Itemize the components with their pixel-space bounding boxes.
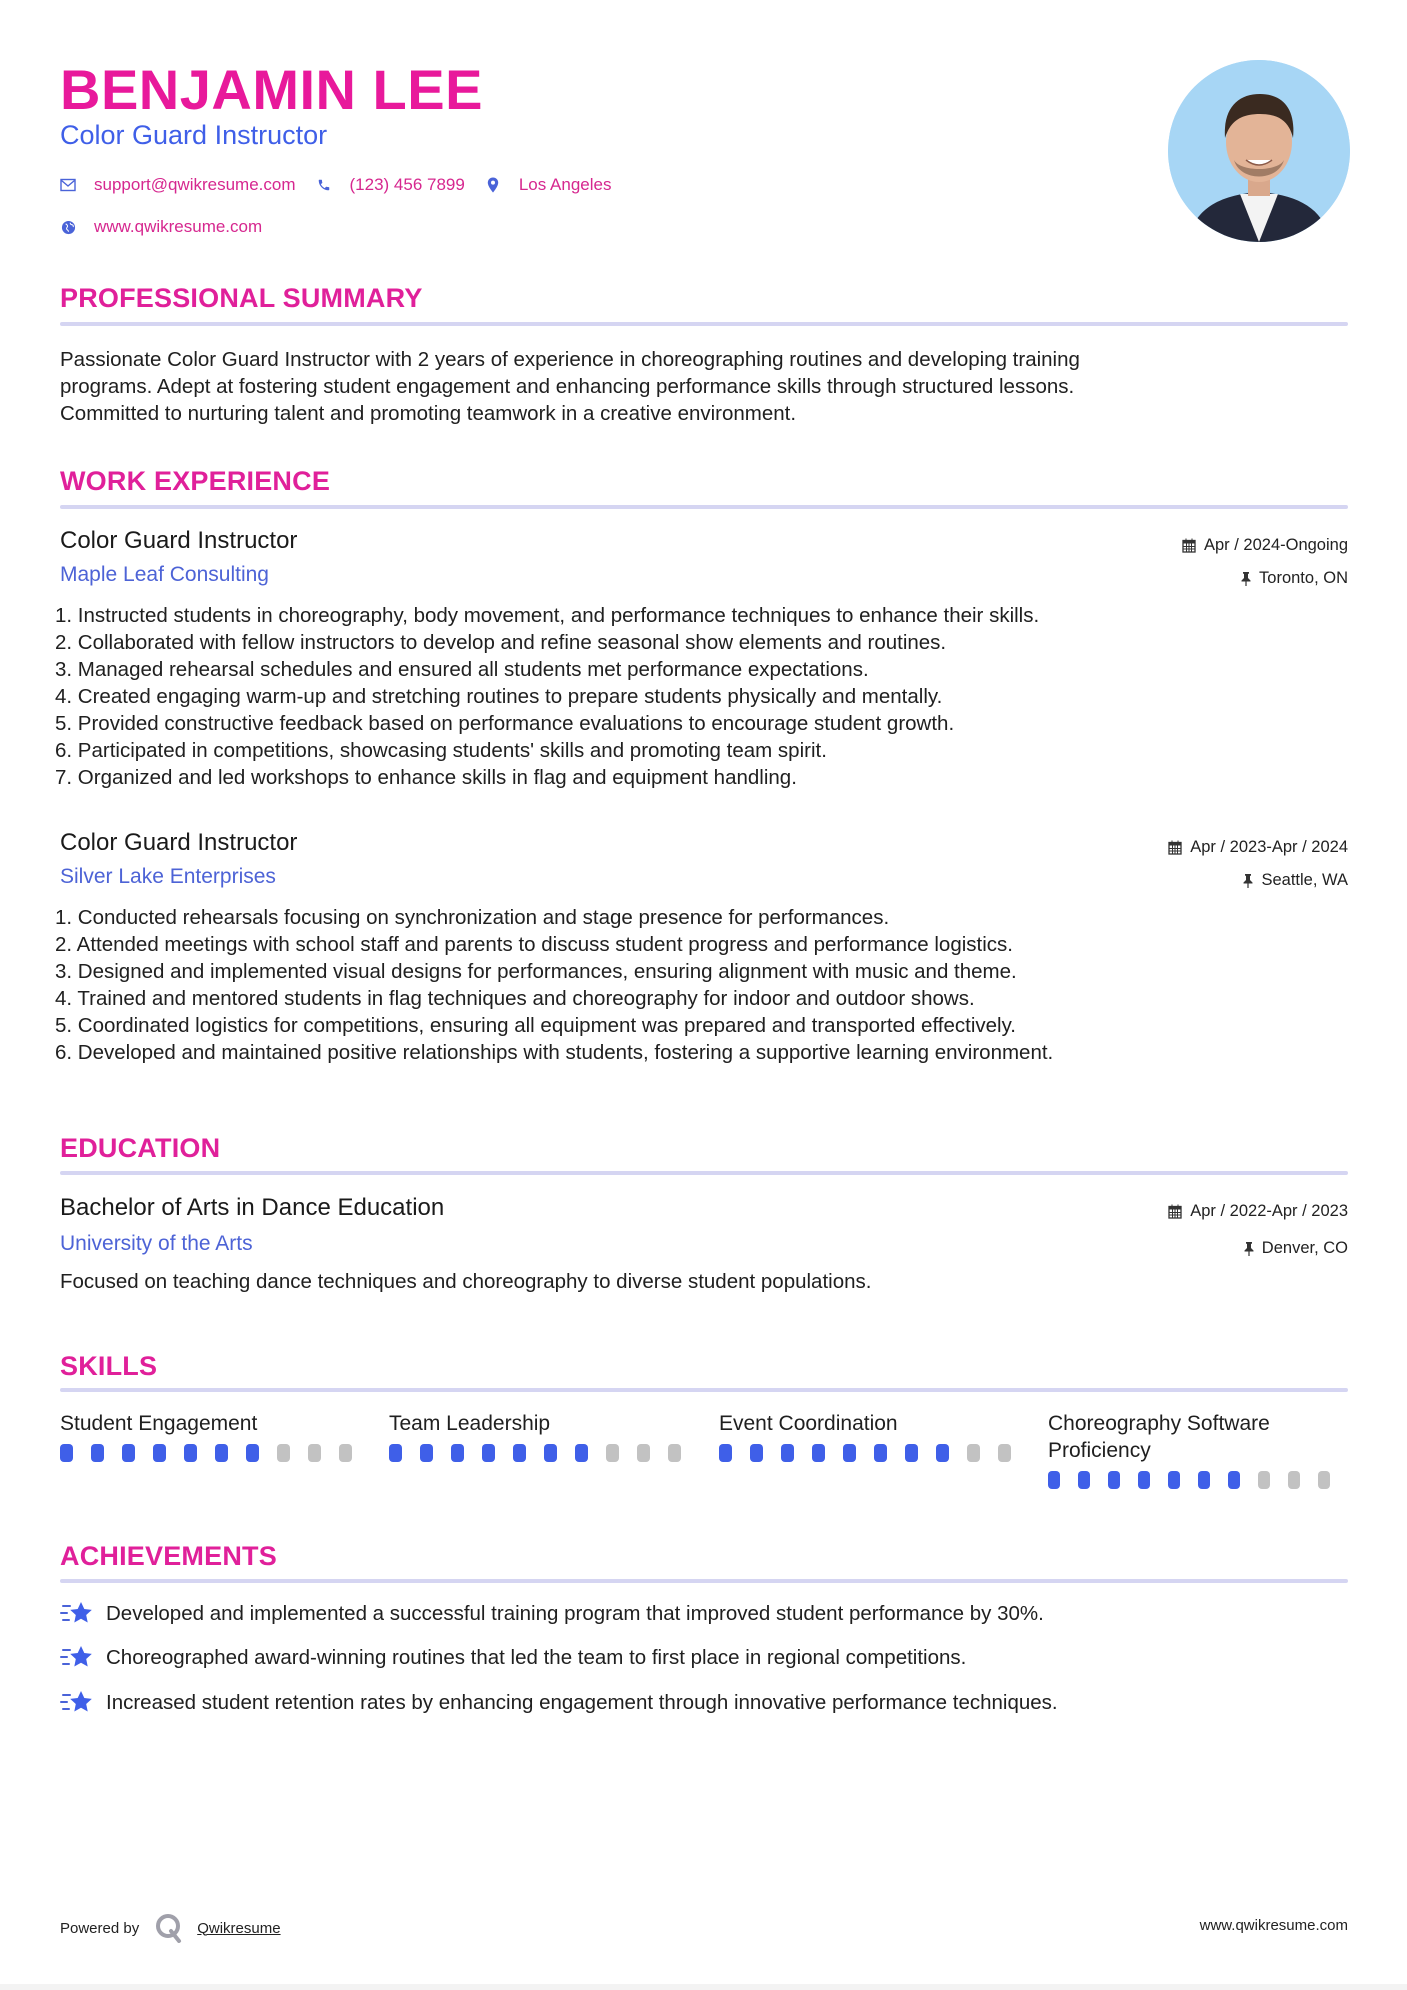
rating-dot-filled (1078, 1471, 1090, 1489)
pushpin-icon (1241, 571, 1251, 586)
achievement-item (60, 1600, 1044, 1628)
skill-item (60, 1410, 370, 1462)
rating-dot-filled (420, 1444, 433, 1462)
rating-dot-filled (451, 1444, 464, 1462)
education-degree: Bachelor of Arts in Dance Education (60, 1194, 445, 1221)
rating-dot-filled (60, 1444, 73, 1462)
rating-dot-empty (308, 1444, 321, 1462)
section-heading-summary: PROFESSIONAL SUMMARY (60, 283, 423, 313)
achievement-item (60, 1689, 1058, 1717)
website-text: www.qwikresume.com (94, 217, 263, 236)
rating-dot-filled (750, 1444, 763, 1462)
job-role: Color Guard Instructor (60, 527, 298, 554)
rating-dot-filled (122, 1444, 135, 1462)
rating-dot-empty (606, 1444, 619, 1462)
envelope-icon (60, 177, 76, 193)
job-bullets (55, 904, 1355, 1066)
pushpin-icon (1243, 873, 1253, 888)
job-bullet: 2. Collaborated with fellow instructors to develop and refine seasonal show elements and routines. (55, 631, 947, 654)
education-description: Focused on teaching dance techniques and choreography to diverse student populations. (60, 1270, 872, 1293)
rating-dot-empty (1258, 1471, 1270, 1489)
job-bullet: 3. Managed rehearsal schedules and ensured all students met performance expectations. (55, 658, 869, 681)
profile-photo (1168, 60, 1350, 242)
rating-dot-filled (874, 1444, 887, 1462)
section-heading-experience: WORK EXPERIENCE (60, 466, 331, 496)
job-dates (1168, 836, 1348, 858)
rating-dot-empty (637, 1444, 650, 1462)
education-dates (1168, 1200, 1348, 1222)
job-bullets (55, 602, 1355, 791)
qwikresume-logo-icon (155, 1913, 183, 1943)
contact-email[interactable] (60, 174, 316, 196)
skill-item (389, 1410, 699, 1462)
star-icon (60, 1689, 94, 1717)
skill-rating (389, 1444, 699, 1462)
pushpin-icon (1244, 1241, 1254, 1256)
rating-dot-filled (215, 1444, 228, 1462)
job-bullet: 4. Created engaging warm-up and stretching routines to prepare students physically and mentally. (55, 685, 943, 708)
skill-item (719, 1410, 1029, 1462)
rating-dot-filled (91, 1444, 104, 1462)
job-role: Color Guard Instructor (60, 829, 298, 856)
contact-row-secondary (60, 216, 262, 238)
location-text: Los Angeles (518, 175, 612, 194)
rating-dot-filled (184, 1444, 197, 1462)
job-location-text: Seattle, WA (1261, 871, 1348, 889)
rating-dot-filled (1198, 1471, 1210, 1489)
summary-line: Passionate Color Guard Instructor with 2 years of experience in choreographing routines and developing training (60, 348, 1080, 371)
calendar-icon (1182, 538, 1196, 553)
job-location (1241, 567, 1348, 589)
job-company: Silver Lake Enterprises (60, 865, 276, 888)
candidate-title: Color Guard Instructor (60, 120, 328, 150)
achievement-text: Increased student retention rates by enhancing engagement through innovative performance techniques. (106, 1691, 1058, 1714)
summary-line: programs. Adept at fostering student engagement and enhancing performance skills through structured lessons. (60, 375, 1075, 398)
education-school: University of the Arts (60, 1232, 253, 1255)
rating-dot-filled (812, 1444, 825, 1462)
skill-label: Choreography Software Proficiency (1048, 1412, 1270, 1462)
rating-dot-filled (843, 1444, 856, 1462)
job-bullet: 6. Developed and maintained positive relationships with students, fostering a supportive learning environment. (55, 1041, 1054, 1064)
rating-dot-filled (1228, 1471, 1240, 1489)
star-icon (60, 1600, 94, 1628)
footer-website[interactable]: www.qwikresume.com (1199, 1917, 1348, 1934)
rating-dot-empty (1288, 1471, 1300, 1489)
job-bullet: 6. Participated in competitions, showcasing students' skills and promoting team spirit. (55, 739, 827, 762)
skill-rating (1048, 1471, 1348, 1489)
job-bullet: 5. Coordinated logistics for competitions, ensuring all equipment was prepared and transported effectively. (55, 1014, 1016, 1037)
calendar-icon (1168, 1204, 1182, 1219)
rating-dot-filled (905, 1444, 918, 1462)
achievement-item (60, 1644, 966, 1672)
job-bullet: 1. Conducted rehearsals focusing on synchronization and stage presence for performances. (55, 906, 890, 929)
education-dates-text: Apr / 2022-Apr / 2023 (1190, 1202, 1348, 1220)
rating-dot-filled (482, 1444, 495, 1462)
rating-dot-filled (936, 1444, 949, 1462)
section-divider (60, 1388, 1348, 1392)
skill-label: Event Coordination (719, 1412, 898, 1435)
job-dates-text: Apr / 2024-Ongoing (1203, 536, 1348, 554)
job-bullet: 2. Attended meetings with school staff and parents to discuss student progress and performance logistics. (55, 933, 1013, 956)
rating-dot-filled (1048, 1471, 1060, 1489)
rating-dot-filled (1108, 1471, 1120, 1489)
contact-location (485, 174, 612, 196)
rating-dot-filled (719, 1444, 732, 1462)
phone-text: (123) 456 7899 (349, 175, 465, 194)
job-bullet: 1. Instructed students in choreography, body movement, and performance techniques to enhance their skills. (55, 604, 1040, 627)
job-location-text: Toronto, ON (1259, 569, 1348, 587)
section-heading-education: EDUCATION (60, 1133, 221, 1163)
footer-powered-by (60, 1913, 281, 1943)
star-icon (60, 1644, 94, 1672)
rating-dot-filled (389, 1444, 402, 1462)
education-location (1244, 1237, 1348, 1259)
globe-icon (60, 219, 76, 235)
job-location (1243, 869, 1348, 891)
skill-rating (719, 1444, 1029, 1462)
candidate-name: BENJAMIN LEE (60, 58, 483, 121)
job-company: Maple Leaf Consulting (60, 563, 269, 586)
job-bullet: 3. Designed and implemented visual designs for performances, ensuring alignment with music and theme. (55, 960, 1017, 983)
section-divider (60, 1171, 1348, 1175)
job-bullet: 4. Trained and mentored students in flag techniques and choreography for indoor and outdoor shows. (55, 987, 975, 1010)
skill-label: Team Leadership (389, 1412, 551, 1435)
phone-icon (316, 177, 332, 193)
rating-dot-empty (668, 1444, 681, 1462)
email-text: support@qwikresume.com (94, 175, 296, 194)
rating-dot-filled (153, 1444, 166, 1462)
page-bottom-edge (0, 1984, 1407, 1990)
achievement-text: Choreographed award-winning routines that led the team to first place in regional competitions. (106, 1646, 967, 1669)
job-bullet: 5. Provided constructive feedback based on performance evaluations to encourage student growth. (55, 712, 955, 735)
summary-line: Committed to nurturing talent and promoting teamwork in a creative environment. (60, 402, 797, 425)
rating-dot-empty (1318, 1471, 1330, 1489)
rating-dot-filled (575, 1444, 588, 1462)
skill-item (1048, 1410, 1348, 1489)
qwikresume-link[interactable]: Qwikresume (197, 1919, 281, 1937)
rating-dot-filled (1168, 1471, 1180, 1489)
rating-dot-filled (544, 1444, 557, 1462)
rating-dot-filled (513, 1444, 526, 1462)
section-divider (60, 1579, 1348, 1583)
section-divider (60, 505, 1348, 509)
calendar-icon (1168, 840, 1182, 855)
section-heading-skills: SKILLS (60, 1351, 158, 1381)
rating-dot-empty (967, 1444, 980, 1462)
contact-row-primary (60, 174, 611, 196)
rating-dot-filled (781, 1444, 794, 1462)
skill-label: Student Engagement (60, 1412, 258, 1435)
contact-website[interactable] (60, 216, 262, 238)
rating-dot-empty (277, 1444, 290, 1462)
job-dates (1182, 534, 1348, 556)
achievement-text: Developed and implemented a successful training program that improved student performance by 30%. (106, 1602, 1044, 1625)
rating-dot-filled (246, 1444, 259, 1462)
rating-dot-empty (998, 1444, 1011, 1462)
job-dates-text: Apr / 2023-Apr / 2024 (1190, 838, 1348, 856)
contact-phone[interactable] (316, 174, 485, 196)
rating-dot-empty (339, 1444, 352, 1462)
section-heading-achievements: ACHIEVEMENTS (60, 1541, 277, 1571)
map-pin-icon (485, 177, 501, 193)
education-location-text: Denver, CO (1261, 1239, 1348, 1257)
section-divider (60, 322, 1348, 326)
powered-by-label: Powered by (60, 1919, 140, 1937)
job-bullet: 7. Organized and led workshops to enhance skills in flag and equipment handling. (55, 766, 797, 789)
rating-dot-filled (1138, 1471, 1150, 1489)
summary-text (60, 346, 1350, 427)
skill-rating (60, 1444, 370, 1462)
